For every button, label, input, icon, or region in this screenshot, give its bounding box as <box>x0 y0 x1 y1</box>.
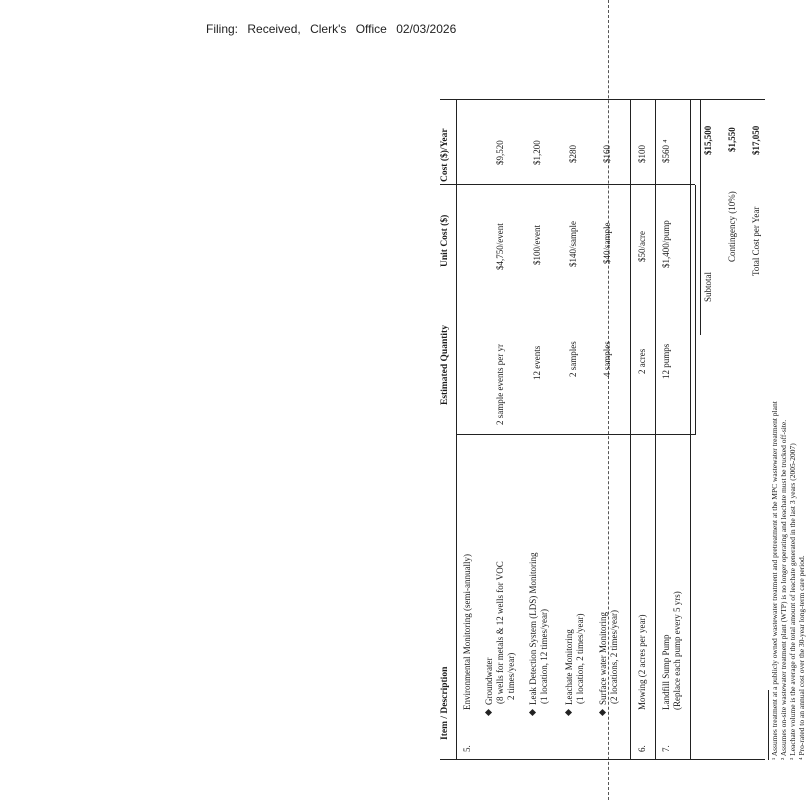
row-desc-env-monitoring: Environmental Monitoring (semi-annually) <box>462 554 472 710</box>
surface-water-cost: $160 <box>602 145 612 163</box>
groundwater-sub-1: (8 wells for metals & 12 wells for VOC <box>495 561 505 704</box>
lds-cost: $1,200 <box>532 140 542 165</box>
surface-water-sub: (2 locations, 2 times/year) <box>609 610 619 704</box>
surface-water-title: Surface water Monitoring <box>598 612 608 705</box>
sump-pump-unit-cost: $1,400/pump <box>661 220 671 268</box>
surface-water-quantity: 4 samples <box>602 341 612 377</box>
groundwater-sub-2: 2 times/year) <box>506 652 516 700</box>
lds-quantity: 12 events <box>532 345 542 380</box>
contingency-value: $1,550 <box>727 127 737 152</box>
leachate-cost: $280 <box>568 145 578 163</box>
row-num-7: 7. <box>661 745 671 752</box>
footnote-3: ³ Leachate volume is the average of the total amount of leachate generated in the last 3 years (2005-2007) <box>788 443 797 760</box>
total-value: $17,050 <box>751 125 761 155</box>
leachate-unit-cost: $140/sample <box>568 221 578 267</box>
cost-col-divider <box>440 184 695 185</box>
bullet-icon <box>485 709 492 716</box>
lds-unit-cost: $100/event <box>532 225 542 265</box>
groundwater-cost: $9,520 <box>495 140 505 165</box>
row-desc-leachate <box>564 629 575 715</box>
row-num-5: 5. <box>462 745 472 752</box>
unit-cost-box-bottom <box>695 185 696 435</box>
lds-sub: (1 location, 12 times/year) <box>539 609 549 704</box>
mowing-unit-cost: $50/acre <box>637 231 647 262</box>
leachate-quantity: 2 samples <box>568 341 578 377</box>
row-desc-surface-water <box>598 612 609 715</box>
surface-water-unit-cost: $40/sample <box>602 222 612 264</box>
filing-label: Filing: <box>206 22 239 36</box>
subtotal-label: Subtotal <box>703 271 713 302</box>
row6-rule-top <box>630 100 631 760</box>
row-desc-mowing: Mowing (2 acres per year) <box>637 614 647 710</box>
row-desc-sump-pump: Landfill Sump Pump <box>661 634 671 710</box>
footnote-2: ² Assumes on-site wastewater treatment plant (WTP) is no longer operating and leachate must be trucked off-site. <box>779 419 788 760</box>
leachate-sub: (1 location, 2 times/year) <box>575 613 585 704</box>
leachate-title: Leachate Monitoring <box>564 629 574 705</box>
col-header-quantity: Estimated Quantity <box>440 325 450 405</box>
sump-pump-quantity: 12 pumps <box>661 343 671 379</box>
left-border <box>440 759 765 760</box>
col-header-item: Item / Description <box>440 666 450 740</box>
filing-header <box>206 22 456 36</box>
row7-rule-top <box>655 100 656 760</box>
row-desc-groundwater <box>484 658 495 715</box>
office-label: Clerk's Office <box>310 22 387 36</box>
received-label: Received, <box>247 22 301 36</box>
filing-date: 02/03/2026 <box>396 22 457 36</box>
footnote-4: ⁴ Pro-rated to an annual cost over the 30-year long-term care period. <box>797 555 806 760</box>
row-num-6: 6. <box>637 745 647 752</box>
sump-pump-sub: (Replace each pump every 5 yrs) <box>672 591 682 710</box>
sump-pump-cost: $560 ⁴ <box>661 139 671 163</box>
footnote-rule <box>768 690 769 760</box>
col-header-cost-year: Cost ($)/Year <box>440 128 450 182</box>
right-border <box>440 99 765 100</box>
rotated-cost-table <box>440 80 806 760</box>
subtotal-value: $15,500 <box>703 125 713 155</box>
groundwater-unit-cost: $4,750/event <box>495 223 505 270</box>
row-desc-lds <box>528 553 539 715</box>
col-header-unit-cost: Unit Cost ($) <box>440 214 450 267</box>
bullet-icon <box>599 709 606 716</box>
footnote-1: ¹ Assumes treatment at a publicly owned wastewater treatment and pretreatment at the MPC wastewater treatment plant <box>770 401 779 760</box>
bullet-icon <box>565 709 572 716</box>
subtotal-rule <box>700 100 701 335</box>
total-label: Total Cost per Year <box>751 206 761 276</box>
contingency-label: Contingency (10%) <box>727 191 737 262</box>
mowing-quantity: 2 acres <box>637 348 647 374</box>
groundwater-title: Groundwater <box>484 657 494 705</box>
header-rule <box>456 100 457 760</box>
bullet-icon <box>529 709 536 716</box>
row7-rule-bottom <box>690 100 691 760</box>
quantity-col-divider <box>456 434 696 435</box>
lds-title: Leak Detection System (LDS) Monitoring <box>528 552 538 705</box>
groundwater-quantity: 2 sample events per yr <box>495 344 505 425</box>
mowing-cost: $100 <box>637 145 647 163</box>
